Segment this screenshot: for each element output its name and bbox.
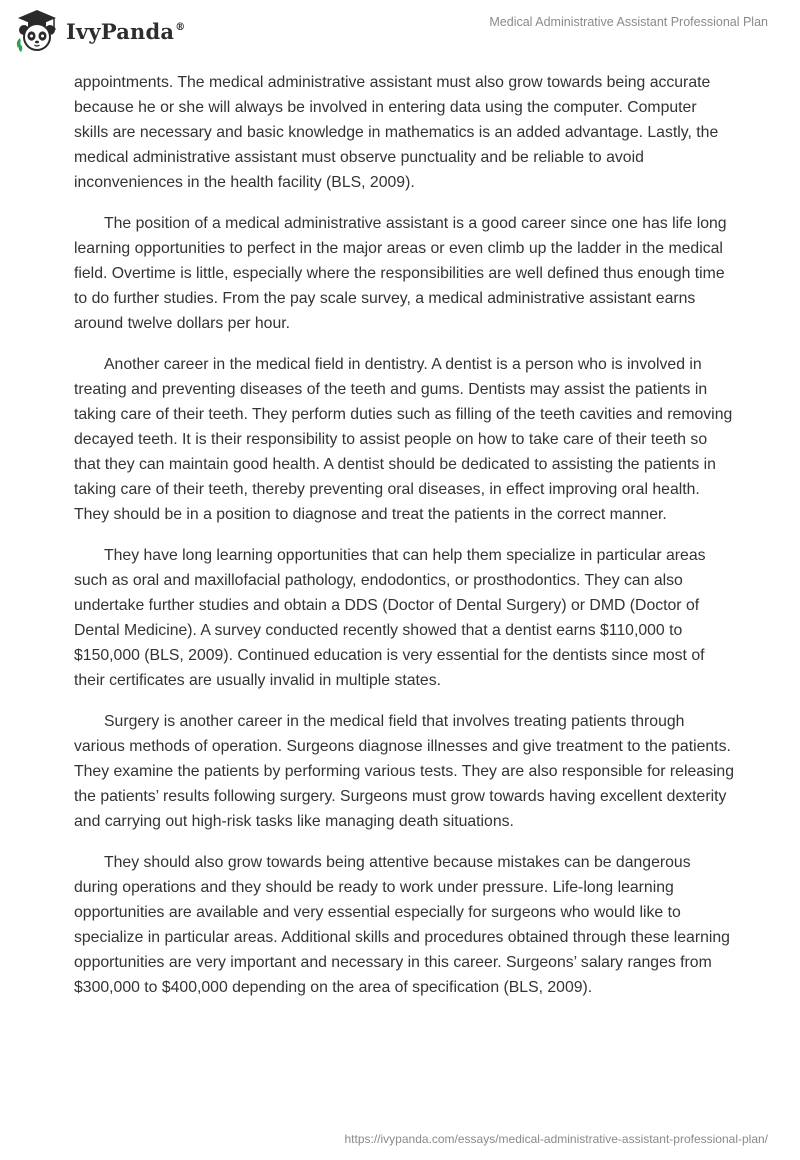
essay-body: [74, 70, 734, 1016]
paragraph-3: Another career in the medical field in dentistry. A dentist is a person who is involved in treating and preventing diseases of the teeth and gums. Dentists may assist the patients in taking care of their teeth. They perform duties such as filling of the teeth cavities and removing decayed teeth. It is their responsibility to assist people on how to take care of their teeth so that they can maintain good health. A dentist should be dedicated to assisting the patients in taking care of their teeth, thereby preventing oral diseases, in effect improving oral health. They should be in a position to diagnose and treat the patients in the correct manner.: [74, 356, 733, 523]
document-title: Medical Administrative Assistant Professional Plan: [489, 15, 768, 29]
paragraph-2: The position of a medical administrative assistant is a good career since one has life long learning opportunities to perfect in the major areas or even climb up the ladder in the medical field. Overtime is little, especially where the responsibilities are well defined thus enough time to do further studies. From the pay scale survey, a medical administrative assistant earns around twelve dollars per hour.: [74, 215, 727, 332]
page-header: [0, 0, 800, 70]
source-url-link[interactable]: https://ivypanda.com/essays/medical-administrative-assistant-professional-plan/: [344, 1132, 768, 1146]
brand-name: IvyPanda®: [66, 18, 186, 44]
paragraph-4: They have long learning opportunities that can help them specialize in particular areas such as oral and maxillofacial pathology, endodontics, or prosthodontics. They can also undertake further studies and obtain a DDS (Doctor of Dental Surgery) or DMD (Doctor of Dental Medicine). A survey conducted recently showed that a dentist earns $110,000 to $150,000 (BLS, 2009). Continued education is very essential for the dentists since most of their certificates are usually invalid in multiple states.: [74, 547, 706, 689]
paragraph-6: They should also grow towards being attentive because mistakes can be dangerous during operations and they should be ready to work under pressure. Life-long learning opportunities are available and very essential especially for surgeons who would like to specialize in particular areas. Additional skills and procedures obtained through these learning opportunities are very important and necessary in this career. Surgeons’ salary ranges from $300,000 to $400,000 depending on the area of specification (BLS, 2009).: [74, 854, 730, 996]
panda-graduation-cap-icon: [14, 8, 60, 54]
paragraph-1: appointments. The medical administrative assistant must also grow towards being accurate because he or she will always be involved in entering data using the computer. Computer skills are necessary and basic knowledge in mathematics is an added advantage. Lastly, the medical administrative assistant must observe punctuality and be reliable to avoid inconveniences in the health facility (BLS, 2009).: [74, 74, 719, 191]
paragraph-5: Surgery is another career in the medical field that involves treating patients through various methods of operation. Surgeons diagnose illnesses and give treatment to the patients. They examine the patients by performing various tests. They are also responsible for releasing the patients’ results following surgery. Surgeons must grow towards having excellent dexterity and carrying out high-risk tasks like managing death situations.: [74, 713, 735, 830]
ivypanda-logo[interactable]: [14, 8, 185, 54]
